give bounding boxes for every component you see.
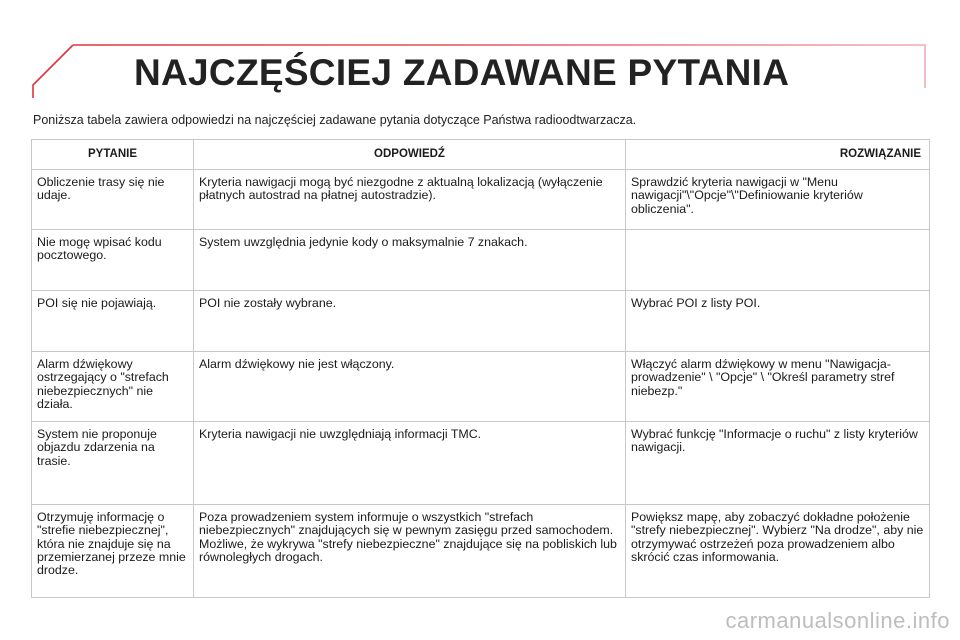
solution-cell: Wybrać funkcję "Informacje o ruchu" z listy kryteriów nawigacji. (626, 422, 930, 505)
table-row (32, 422, 930, 505)
solution-cell: Powiększ mapę, aby zobaczyć dokładne położenie "strefy niebezpiecznej". Wybierz "Na drodze", aby nie otrzymywać ostrzeżeń poza prowadzeniem albo skrócić czas informowania. (626, 505, 930, 598)
intro-text: Poniższa tabela zawiera odpowiedzi na najczęściej zadawane pytania dotyczące Państwa radioodtwarzacza. (33, 113, 637, 127)
answer-cell: System uwzględnia jedynie kody o maksymalnie 7 znakach. (194, 230, 626, 291)
table-row (32, 230, 930, 291)
solution-cell (626, 230, 930, 291)
solution-cell: Włączyć alarm dźwiękowy w menu "Nawigacja-prowadzenie" \ "Opcje" \ "Określ parametry stref niebezp." (626, 352, 930, 422)
question-cell: System nie proponuje objazdu zdarzenia na trasie. (32, 422, 194, 505)
page-title: NAJCZĘŚCIEJ ZADAWANE PYTANIA (134, 52, 790, 93)
table-row (32, 170, 930, 230)
question-cell: Otrzymuję informację o "strefie niebezpiecznej", która nie znajduje się na przemierzanej przeze mnie drodze. (32, 505, 194, 598)
faq-table (31, 139, 930, 598)
solution-cell: Wybrać POI z listy POI. (626, 291, 930, 352)
table-row (32, 505, 930, 598)
table-row (32, 352, 930, 422)
question-cell: Nie mogę wpisać kodu pocztowego. (32, 230, 194, 291)
column-header-answer: ODPOWIEDŹ (194, 140, 626, 170)
column-header-solution: ROZWIĄZANIE (626, 140, 930, 170)
watermark-text: carmanualsonline.info (725, 608, 950, 633)
answer-cell: Kryteria nawigacji nie uwzględniają informacji TMC. (194, 422, 626, 505)
answer-cell: Poza prowadzeniem system informuje o wszystkich "strefach niebezpiecznych" znajdujących się w pewnym zasięgu przed samochodem. Możliwe, że wykrywa "strefy niebezpieczne" znajdujące się na pobliskich lub równoległych drogach. (194, 505, 626, 598)
table-header-row (32, 140, 930, 170)
column-header-question: PYTANIE (32, 140, 194, 170)
answer-cell: Alarm dźwiękowy nie jest włączony. (194, 352, 626, 422)
solution-cell: Sprawdzić kryteria nawigacji w "Menu nawigacji"\"Opcje"\"Definiowanie kryteriów obliczenia". (626, 170, 930, 230)
question-cell: POI się nie pojawiają. (32, 291, 194, 352)
answer-cell: Kryteria nawigacji mogą być niezgodne z aktualną lokalizacją (wyłączenie płatnych autostrad na płatnej autostradzie). (194, 170, 626, 230)
question-cell: Alarm dźwiękowy ostrzegający o "strefach niebezpiecznych" nie działa. (32, 352, 194, 422)
table-row (32, 291, 930, 352)
question-cell: Obliczenie trasy się nie udaje. (32, 170, 194, 230)
page-header (0, 0, 960, 110)
answer-cell: POI nie zostały wybrane. (194, 291, 626, 352)
